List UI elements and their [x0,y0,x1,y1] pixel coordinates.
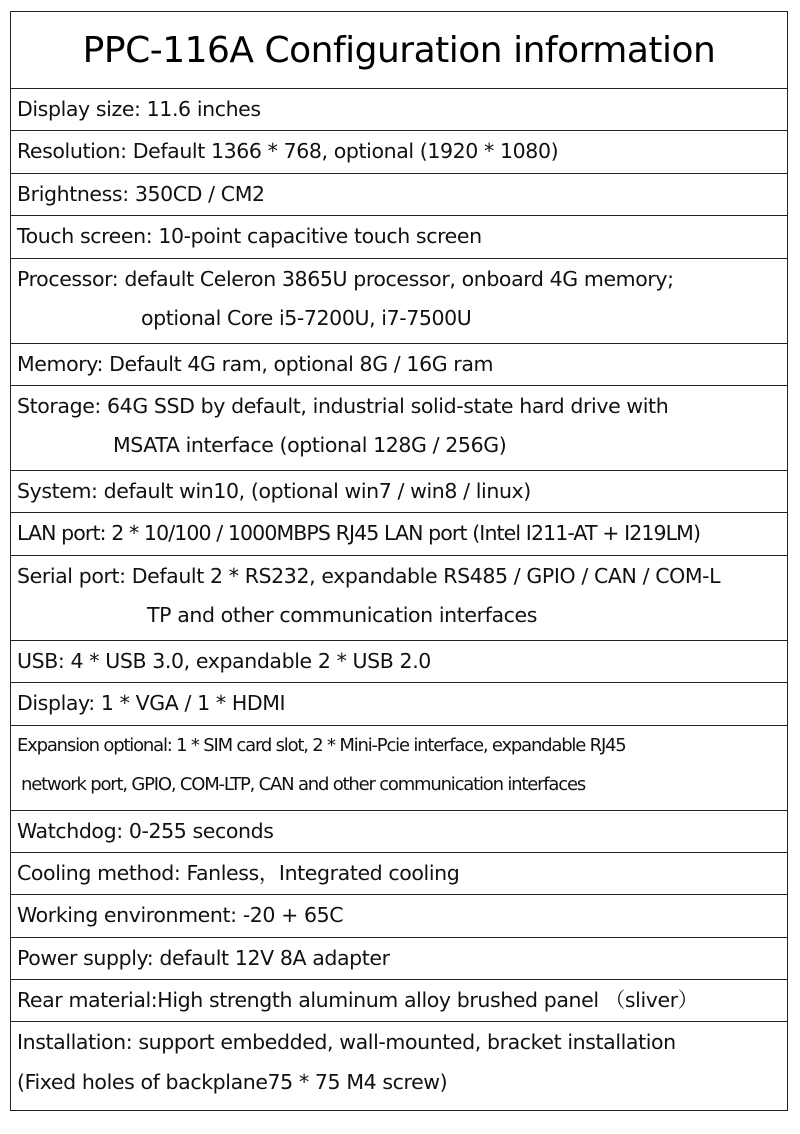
row-processor [11,259,787,344]
row-brightness [11,174,787,216]
row-text: Resolution: Default 1366 * 768, optional (1920 * 1080) [17,139,559,164]
row-text: System: default win10, (optional win7 / win8 / linux) [17,478,531,503]
row-text: Serial port: Default 2 * RS232, expandable RS485 / GPIO / CAN / COM-L [17,563,721,588]
row-serial-port [11,556,787,641]
row-text: Display: 1 * VGA / 1 * HDMI [17,691,286,716]
row-storage [11,386,787,471]
row-power-supply [11,938,787,980]
row-text-continued: network port, GPIO, COM-LTP, CAN and other communication interfaces [21,774,585,796]
row-text: Cooling method: Fanless，Integrated cooling [17,860,460,885]
row-display [11,683,787,725]
row-text: LAN port: 2 * 10/100 / 1000MBPS RJ45 LAN port (Intel I211-AT + I219LM) [17,521,701,546]
row-text: Display size: 11.6 inches [17,97,261,121]
row-installation [11,1022,787,1110]
row-text: Rear material:High strength aluminum alloy brushed panel （sliver） [17,988,698,1013]
row-resolution [11,131,787,173]
row-text: Working environment: -20 + 65C [17,903,344,928]
config-table [10,11,788,1111]
row-text: USB: 4 * USB 3.0, expandable 2 * USB 2.0 [17,648,431,673]
row-memory [11,344,787,386]
row-text-continued: (Fixed holes of backplane75 * 75 M4 screw) [17,1069,448,1094]
row-text-continued: TP and other communication interfaces [147,603,537,628]
row-display-size [11,89,787,131]
row-text: Power supply: default 12V 8A adapter [17,945,390,970]
row-cooling-method [11,853,787,895]
row-touch-screen [11,216,787,258]
row-text-continued: MSATA interface (optional 128G / 256G) [113,433,507,458]
row-text: Memory: Default 4G ram, optional 8G / 16G ram [17,351,494,376]
row-lan-port [11,513,787,555]
row-text: Expansion optional: 1 * SIM card slot, 2 * Mini-Pcie interface, expandable RJ45 [17,734,626,756]
row-system [11,471,787,513]
page-title: PPC-116A Configuration information [11,12,787,89]
row-text: Brightness: 350CD / CM2 [17,181,265,206]
row-text: Installation: support embedded, wall-mounted, bracket installation [17,1030,676,1055]
row-usb [11,641,787,683]
row-text: Watchdog: 0-255 seconds [17,818,274,843]
row-expansion [11,726,787,811]
row-text: Storage: 64G SSD by default, industrial solid-state hard drive with [17,393,669,418]
row-rear-material [11,980,787,1022]
row-watchdog [11,811,787,853]
row-text: Touch screen: 10-point capacitive touch screen [17,224,482,249]
row-text: Processor: default Celeron 3865U processor, onboard 4G memory; [17,266,674,291]
row-text-continued: optional Core i5-7200U, i7-7500U [141,306,472,331]
row-working-environment [11,895,787,937]
